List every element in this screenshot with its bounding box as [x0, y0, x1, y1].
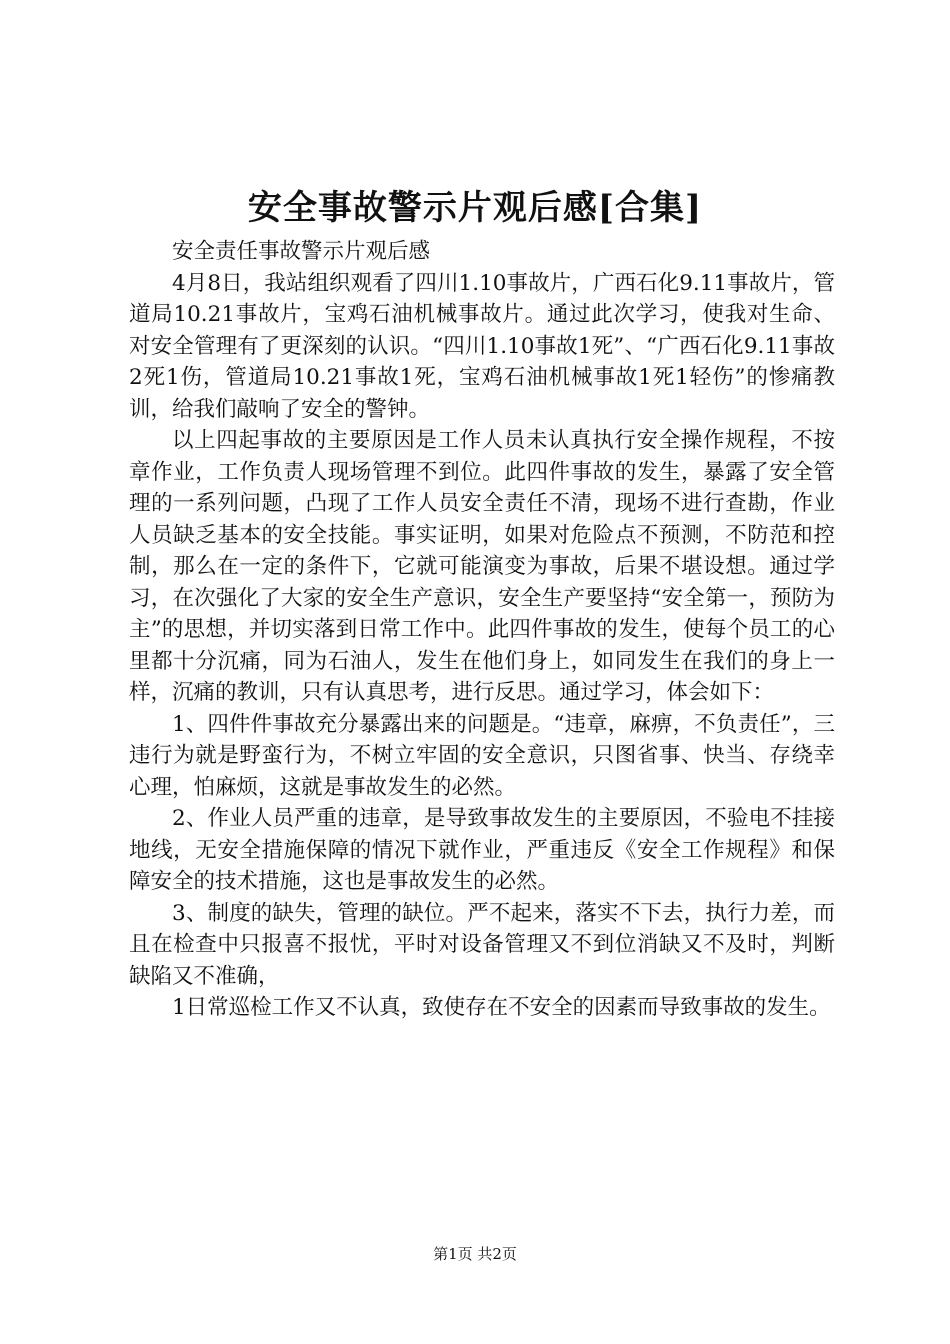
document-body: [129, 236, 835, 1024]
paragraph-point-3-cont: 1日常巡检工作又不认真，致使存在不安全的因素而导致事故的发生。: [172, 995, 831, 1020]
paragraph-point-1: 1、四件件事故充分暴露出来的问题是。“违章，麻痹，不负责任”，三违行为就是野蛮行为，不树立牢固的安全意识，只图省事、快当、存绕幸心理，怕麻烦，这就是事故发生的必然。: [129, 711, 835, 800]
paragraph-causes: 以上四起事故的主要原因是工作人员未认真执行安全操作规程，不按章作业，工作负责人现场管理不到位。此四件事故的发生，暴露了安全管理的一系列问题，凸现了工作人员安全责任不清，现场不进行查勘，作业人员缺乏基本的安全技能。事实证明，如果对危险点不预测，不防范和控制，那么在一定的条件下，它就可能演变为事故，后果不堪设想。通过学习，在次强化了大家的安全生产意识，安全生产要坚持“安全第一，预防为主”的思想，并切实落到日常工作中。此四件事故的发生，使每个员工的心里都十分沉痛，同为石油人，发生在他们身上，如同发生在我们的身上一样，沉痛的教训，只有认真思考，进行反思。通过学习，体会如下：: [129, 428, 835, 705]
paragraph-point-2: 2、作业人员严重的违章，是导致事故发生的主要原因，不验电不挂接地线，无安全措施保障的情况下就作业，严重违反《安全工作规程》和保障安全的技术措施，这也是事故发生的必然。: [129, 806, 835, 894]
paragraph-point-3: 3、制度的缺失，管理的缺位。严不起来，落实不下去，执行力差，而且在检查中只报喜不报忧，平时对设备管理又不到位消缺又不及时，判断缺陷又不准确，: [129, 900, 835, 989]
page-footer: 第1页 共2页: [433, 1245, 517, 1263]
paragraph-intro: 4月8日，我站组织观看了四川1.10事故片，广西石化9.11事故片，管道局10.21事故片，宝鸡石油机械事故片。通过此次学习，使我对生命、对安全管理有了更深刻的认识。“四川1.10事故1死”、“广西石化9.11事故2死1伤，管道局10.21事故1死，宝鸡石油机械事故1死1轻伤”的惨痛教训，给我们敲响了安全的警钟。: [129, 270, 835, 422]
document-title: 安全事故警示片观后感[合集]: [247, 188, 703, 228]
paragraph-subtitle: 安全责任事故警示片观后感: [172, 239, 431, 264]
